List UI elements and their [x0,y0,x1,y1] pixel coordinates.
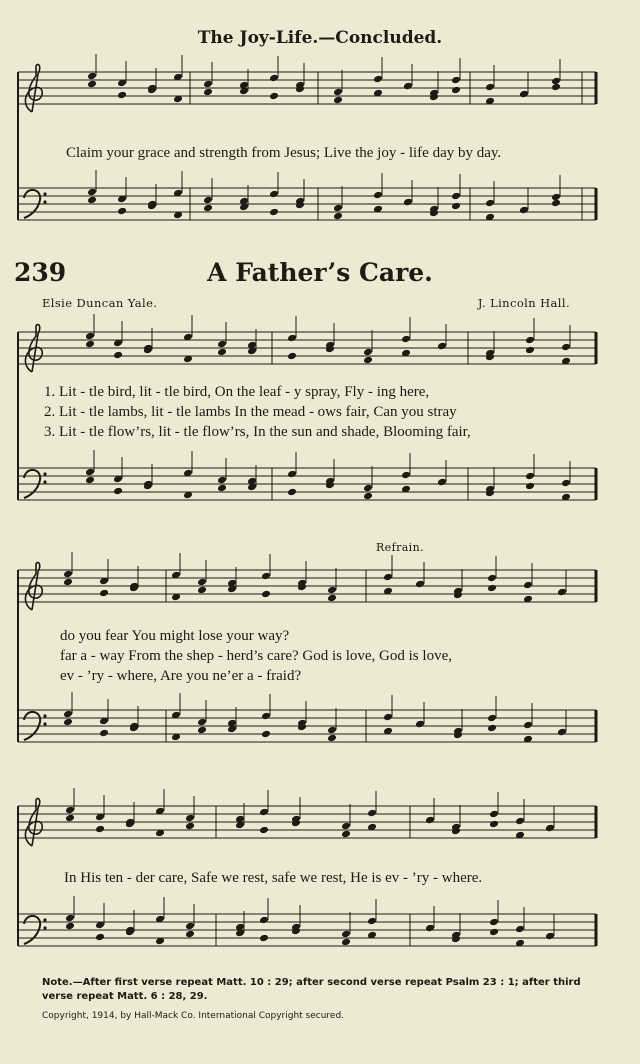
note-head [197,726,207,735]
bass-clef-dot [43,918,46,921]
note-head [327,594,337,603]
note-head [63,718,73,727]
bass-clef-dot [43,192,46,195]
running-head: The Joy-Life.—Concluded. [197,28,443,48]
note-head [65,922,75,931]
note-head [259,916,269,925]
note-head [117,207,127,216]
note-head [203,88,213,97]
note-head [485,199,495,208]
note-head [327,586,337,595]
note-head [327,734,337,743]
note-head [489,820,499,829]
footnote: Note.—After first verse repeat Matt. 10 : 29; after second verse repeat Psalm 23 : 1; after third verse repeat Matt. 6 : 28, 29. [42,977,581,1002]
note-head [261,590,271,599]
note-head [487,724,497,733]
note-head [269,74,279,83]
note-head [515,817,525,826]
note-head [287,470,297,479]
note-head [65,806,75,815]
note-head [551,83,561,92]
note-head [85,332,95,341]
note-head [185,814,195,823]
note-head [561,343,571,352]
note-head [489,928,499,937]
verse-1-line-1: 1. Lit - tle bird, lit - tle bird, On the leaf - y spray, Fly - ing here, [44,384,430,400]
note-head [85,340,95,349]
note-head [87,72,97,81]
note-head [333,204,343,213]
note-head [99,729,109,738]
note-head [363,484,373,493]
note-head [525,336,535,345]
note-head [185,822,195,831]
note-head [523,721,533,730]
note-head [99,589,109,598]
note-head [561,479,571,488]
note-head [287,488,297,497]
note-head [451,76,461,85]
note-head [259,808,269,817]
note-head [87,188,97,197]
bass-clef-dot [43,472,46,475]
note-head [197,586,207,595]
note-head [203,196,213,205]
note-head [545,824,555,833]
note-head [451,202,461,211]
note-head [363,492,373,501]
note-head [333,88,343,97]
note-head [217,348,227,357]
note-head [519,206,529,215]
verse-2-line-2: far a - way From the shep - herd’s care? God is love, God is love, [60,648,452,664]
note-head [367,917,377,926]
note-head [333,212,343,221]
note-head [373,75,383,84]
note-head [425,816,435,825]
note-head [363,356,373,365]
note-head [363,348,373,357]
copyright: Copyright, 1914, by Hall-Mack Co. International Copyright secured. [42,1011,345,1021]
note-head [403,82,413,91]
note-head [287,352,297,361]
note-head [525,482,535,491]
note-head [341,822,351,831]
refrain-lyric-line: In His ten - der care, Safe we rest, safe we rest, He is ev - ’ry - where. [64,870,483,886]
note-head [203,80,213,89]
note-head [333,96,343,105]
note-head [217,340,227,349]
hymn-title: A Father’s Care. [207,258,433,287]
note-head [341,830,351,839]
note-head [217,484,227,493]
note-head [401,335,411,344]
note-head [261,730,271,739]
note-head [545,932,555,941]
note-head [485,83,495,92]
note-head [203,204,213,213]
note-head [117,91,127,100]
note-head [85,476,95,485]
bass-clef-dot [43,480,46,483]
note-head [95,825,105,834]
note-head [551,199,561,208]
note-head [87,196,97,205]
note-head [557,728,567,737]
note-head [425,924,435,933]
note-head [259,934,269,943]
note-head [487,714,497,723]
note-head [287,334,297,343]
note-head [557,588,567,597]
note-head [515,925,525,934]
note-head [525,346,535,355]
bass-clef-dot [43,926,46,929]
note-head [259,826,269,835]
note-head [383,713,393,722]
note-head [451,192,461,201]
note-head [65,814,75,823]
hymn-composer: J. Lincoln Hall. [477,296,570,310]
note-head [197,718,207,727]
note-head [113,351,123,360]
note-head [487,584,497,593]
note-head [269,208,279,217]
note-head [401,471,411,480]
note-head [269,92,279,101]
bass-clef-dot [43,200,46,203]
note-head [489,918,499,927]
note-head [85,468,95,477]
note-head [65,914,75,923]
note-head [185,922,195,931]
note-head [63,578,73,587]
note-head [341,938,351,947]
note-head [327,726,337,735]
note-head [261,712,271,721]
note-head [185,930,195,939]
note-head [341,930,351,939]
note-head [373,191,383,200]
verse-3-line-2: ev - ’ry - where, Are you ne’er a - fraid? [60,668,302,684]
hymn-author: Elsie Duncan Yale. [42,296,158,310]
note-head [437,342,447,351]
note-head [437,478,447,487]
refrain-label: Refrain. [376,541,424,554]
note-head [269,190,279,199]
note-head [525,472,535,481]
verse-1-line-2: do you fear You might lose your way? [60,628,290,644]
note-head [451,86,461,95]
note-head [383,573,393,582]
note-head [63,570,73,579]
note-head [519,90,529,99]
bass-clef-dot [43,722,46,725]
note-head [367,809,377,818]
verse-2-line-1: 2. Lit - tle lambs, lit - tle lambs In the mead - ows fair, Can you stray [44,404,457,420]
hymn-number: 239 [14,258,67,287]
note-head [63,710,73,719]
note-head [489,810,499,819]
bass-clef-dot [43,714,46,717]
note-head [415,720,425,729]
note-head [217,476,227,485]
note-head [95,933,105,942]
note-head [415,580,425,589]
note-head [113,487,123,496]
note-head [261,572,271,581]
note-head [523,581,533,590]
verse-3-line-1: 3. Lit - tle flow’rs, lit - tle flow’rs, In the sun and shade, Blooming fair, [44,424,471,440]
note-head [487,574,497,583]
concluded-lyric-line: Claim your grace and strength from Jesus; Live the joy - life day by day. [66,145,502,161]
note-head [403,198,413,207]
note-head [87,80,97,89]
note-head [197,578,207,587]
